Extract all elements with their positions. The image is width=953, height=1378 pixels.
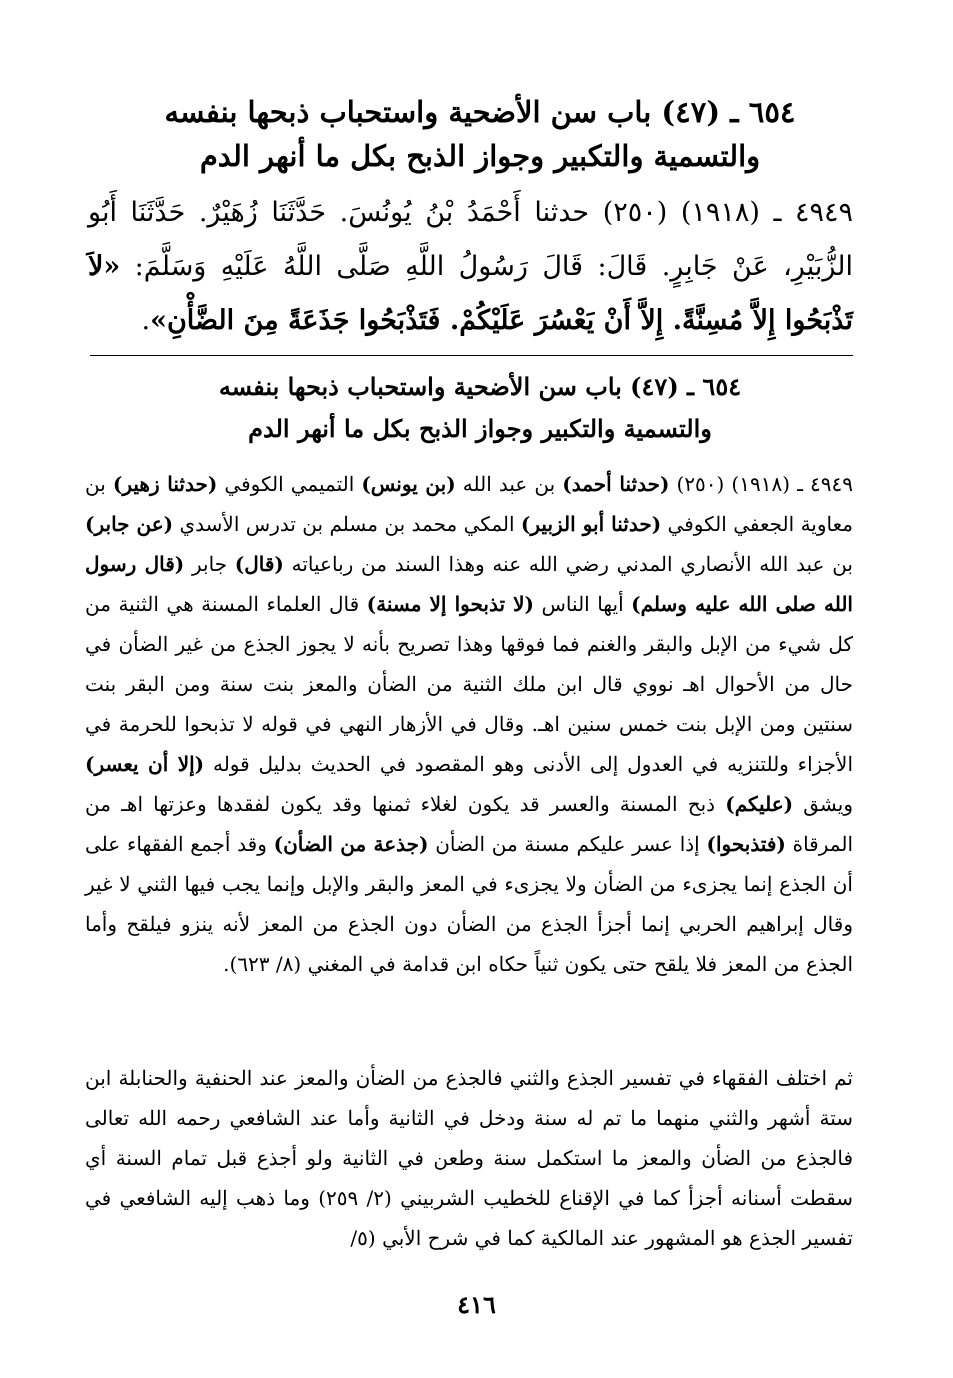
commentary-title-line-2: والتسمية والتكبير وجواز الذبح بكل ما أنهر الدم xyxy=(248,414,712,443)
commentary-text: التميمي الكوفي xyxy=(217,472,362,496)
quoted-hadith-phrase: (حدثنا أبو الزبير) xyxy=(520,512,662,536)
commentary-title-line-1: ٦٥٤ ـ (٤٧) باب سن الأضحية واستحباب ذبحها بنفسه xyxy=(218,372,742,401)
quoted-hadith-phrase: (عليكم) xyxy=(725,792,794,816)
page-number: ٤١٦ xyxy=(457,1290,496,1319)
chapter-title-line-2: والتسمية والتكبير وجواز الذبح بكل ما أنهر الدم xyxy=(199,139,761,173)
commentary-text: قال العلماء المسنة هي الثنية من كل شيء من الإبل والبقر والغنم فما فوقها وهذا تصريح بأنه لا يجوز الجذع من غير الضأن في حال من الأحوال اهـ نووي قال ابن ملك الثنية من الضأن والمعز بنت سنة ومن البقر بنت سنتين ومن الإبل بنت خمس سنين اهـ. وقال في الأزهار النهي في قوله لا تذبحوا للحرمة في الأجزاء وللتنزيه في العدول إلى الأدنى وهو المقصود في الحديث بدليل قوله xyxy=(85,592,854,776)
quoted-hadith-phrase: (لا تذبحوا إلا مسنة) xyxy=(366,592,535,616)
commentary-text: أيها الناس xyxy=(534,592,632,616)
quoted-hadith-phrase: (حدثنا أحمد) xyxy=(562,472,670,496)
hadith-text xyxy=(88,186,853,348)
quoted-hadith-phrase: (قال) xyxy=(234,552,284,576)
commentary-text: إذا عسر عليكم مسنة من الضأن xyxy=(428,832,707,856)
quoted-hadith-phrase: (قال رسول الله صلى الله عليه وسلم) xyxy=(85,552,853,616)
quoted-hadith-phrase: (عن جابر) xyxy=(85,512,174,536)
hadith-matn: «لاَ تَذْبَحُوا إِلاَّ مُسِنَّةً. إِلاَّ أَنْ يَعْسُرَ عَلَيْكُمْ. فَتَذْبَحُوا جَذَعَةً مِنَ الضَّأْنِ» xyxy=(88,251,853,336)
separator-line xyxy=(90,355,853,356)
commentary-text: بن عبد الله الأنصاري المدني رضي الله عنه وهذا السند من رباعياته xyxy=(283,552,853,576)
commentary-text: بن معاوية الجعفي الكوفي xyxy=(85,472,853,536)
commentary-text: المكي محمد بن مسلم بن تدرس الأسدي xyxy=(173,512,521,536)
quoted-hadith-phrase: (بن يونس) xyxy=(361,472,456,496)
commentary-text: بن عبد الله xyxy=(455,472,563,496)
commentary-text: ٤٩٤٩ ـ (١٩١٨) (٢٥٠) xyxy=(669,472,853,496)
commentary-paragraph-1 xyxy=(85,464,853,984)
commentary-text: ويشق xyxy=(793,792,853,816)
commentary-text: ذبح المسنة والعسر قد يكون لغلاء ثمنها وقد يكون لفقدها وعزتها اهـ من المرقاة xyxy=(85,792,853,856)
quoted-hadith-phrase: (حدثنا زهير) xyxy=(112,472,218,496)
commentary-paragraph-2: ثم اختلف الفقهاء في تفسير الجذع والثني فالجذع من الضأن والمعز عند الحنفية والحنابلة ابن ستة أشهر والثني منهما ما تم له سنة ودخل في الثانية وأما عند الشافعي رحمه الله تعالى فالجذع من الضأن والمعز ما استكمل سنة وطعن في الثانية ولو أجذع قبل تمام السنة أي سقطت أسنانه أجزأ كما في الإقناع للخطيب الشربيني (٢/ ٢٥٩) وما ذهب إليه الشافعي في تفسير الجذع هو المشهور عند المالكية كما في شرح الأبي (٥/ xyxy=(85,1066,854,1250)
quoted-hadith-phrase: (إلا أن يعسر) xyxy=(85,752,205,776)
chapter-title-line-1: ٦٥٤ ـ (٤٧) باب سن الأضحية واستحباب ذبحها بنفسه xyxy=(164,95,796,129)
commentary-text: وقد أجمع الفقهاء على أن الجذع إنما يجزىء من الضأن ولا يجزىء في المعز والبقر والإبل وإنما يجب فيها الثني لا غير وقال إبراهيم الحربي إنما أجزأ الجذع من الضأن دون الجذع من المعز لأنه ينزو فيلقح وأما الجذع من المعز فلا يلقح حتى يكون ثنياً حكاه ابن قدامة في المغني (٨/ ٦٢٣). xyxy=(85,832,853,976)
hadith-end: . xyxy=(141,305,151,336)
commentary-text: جابر xyxy=(184,552,235,576)
quoted-hadith-phrase: (جذعة من الضأن) xyxy=(273,832,429,856)
quoted-hadith-phrase: (فتذبحوا) xyxy=(706,832,786,856)
hadith-isnad: ٤٩٤٩ ـ (١٩١٨) (٢٥٠) حدثنا أَحْمَدُ بْنُ يُونُسَ. حَدَّثَنَا زُهَيْرٌ. حَدَّثَنَا أَبُو الزُّبَيْرِ، عَنْ جَابِرٍ. قَالَ: قَالَ رَسُولُ اللَّهِ صَلَّى اللَّهُ عَلَيْهِ وَسَلَّمَ: xyxy=(88,197,854,282)
